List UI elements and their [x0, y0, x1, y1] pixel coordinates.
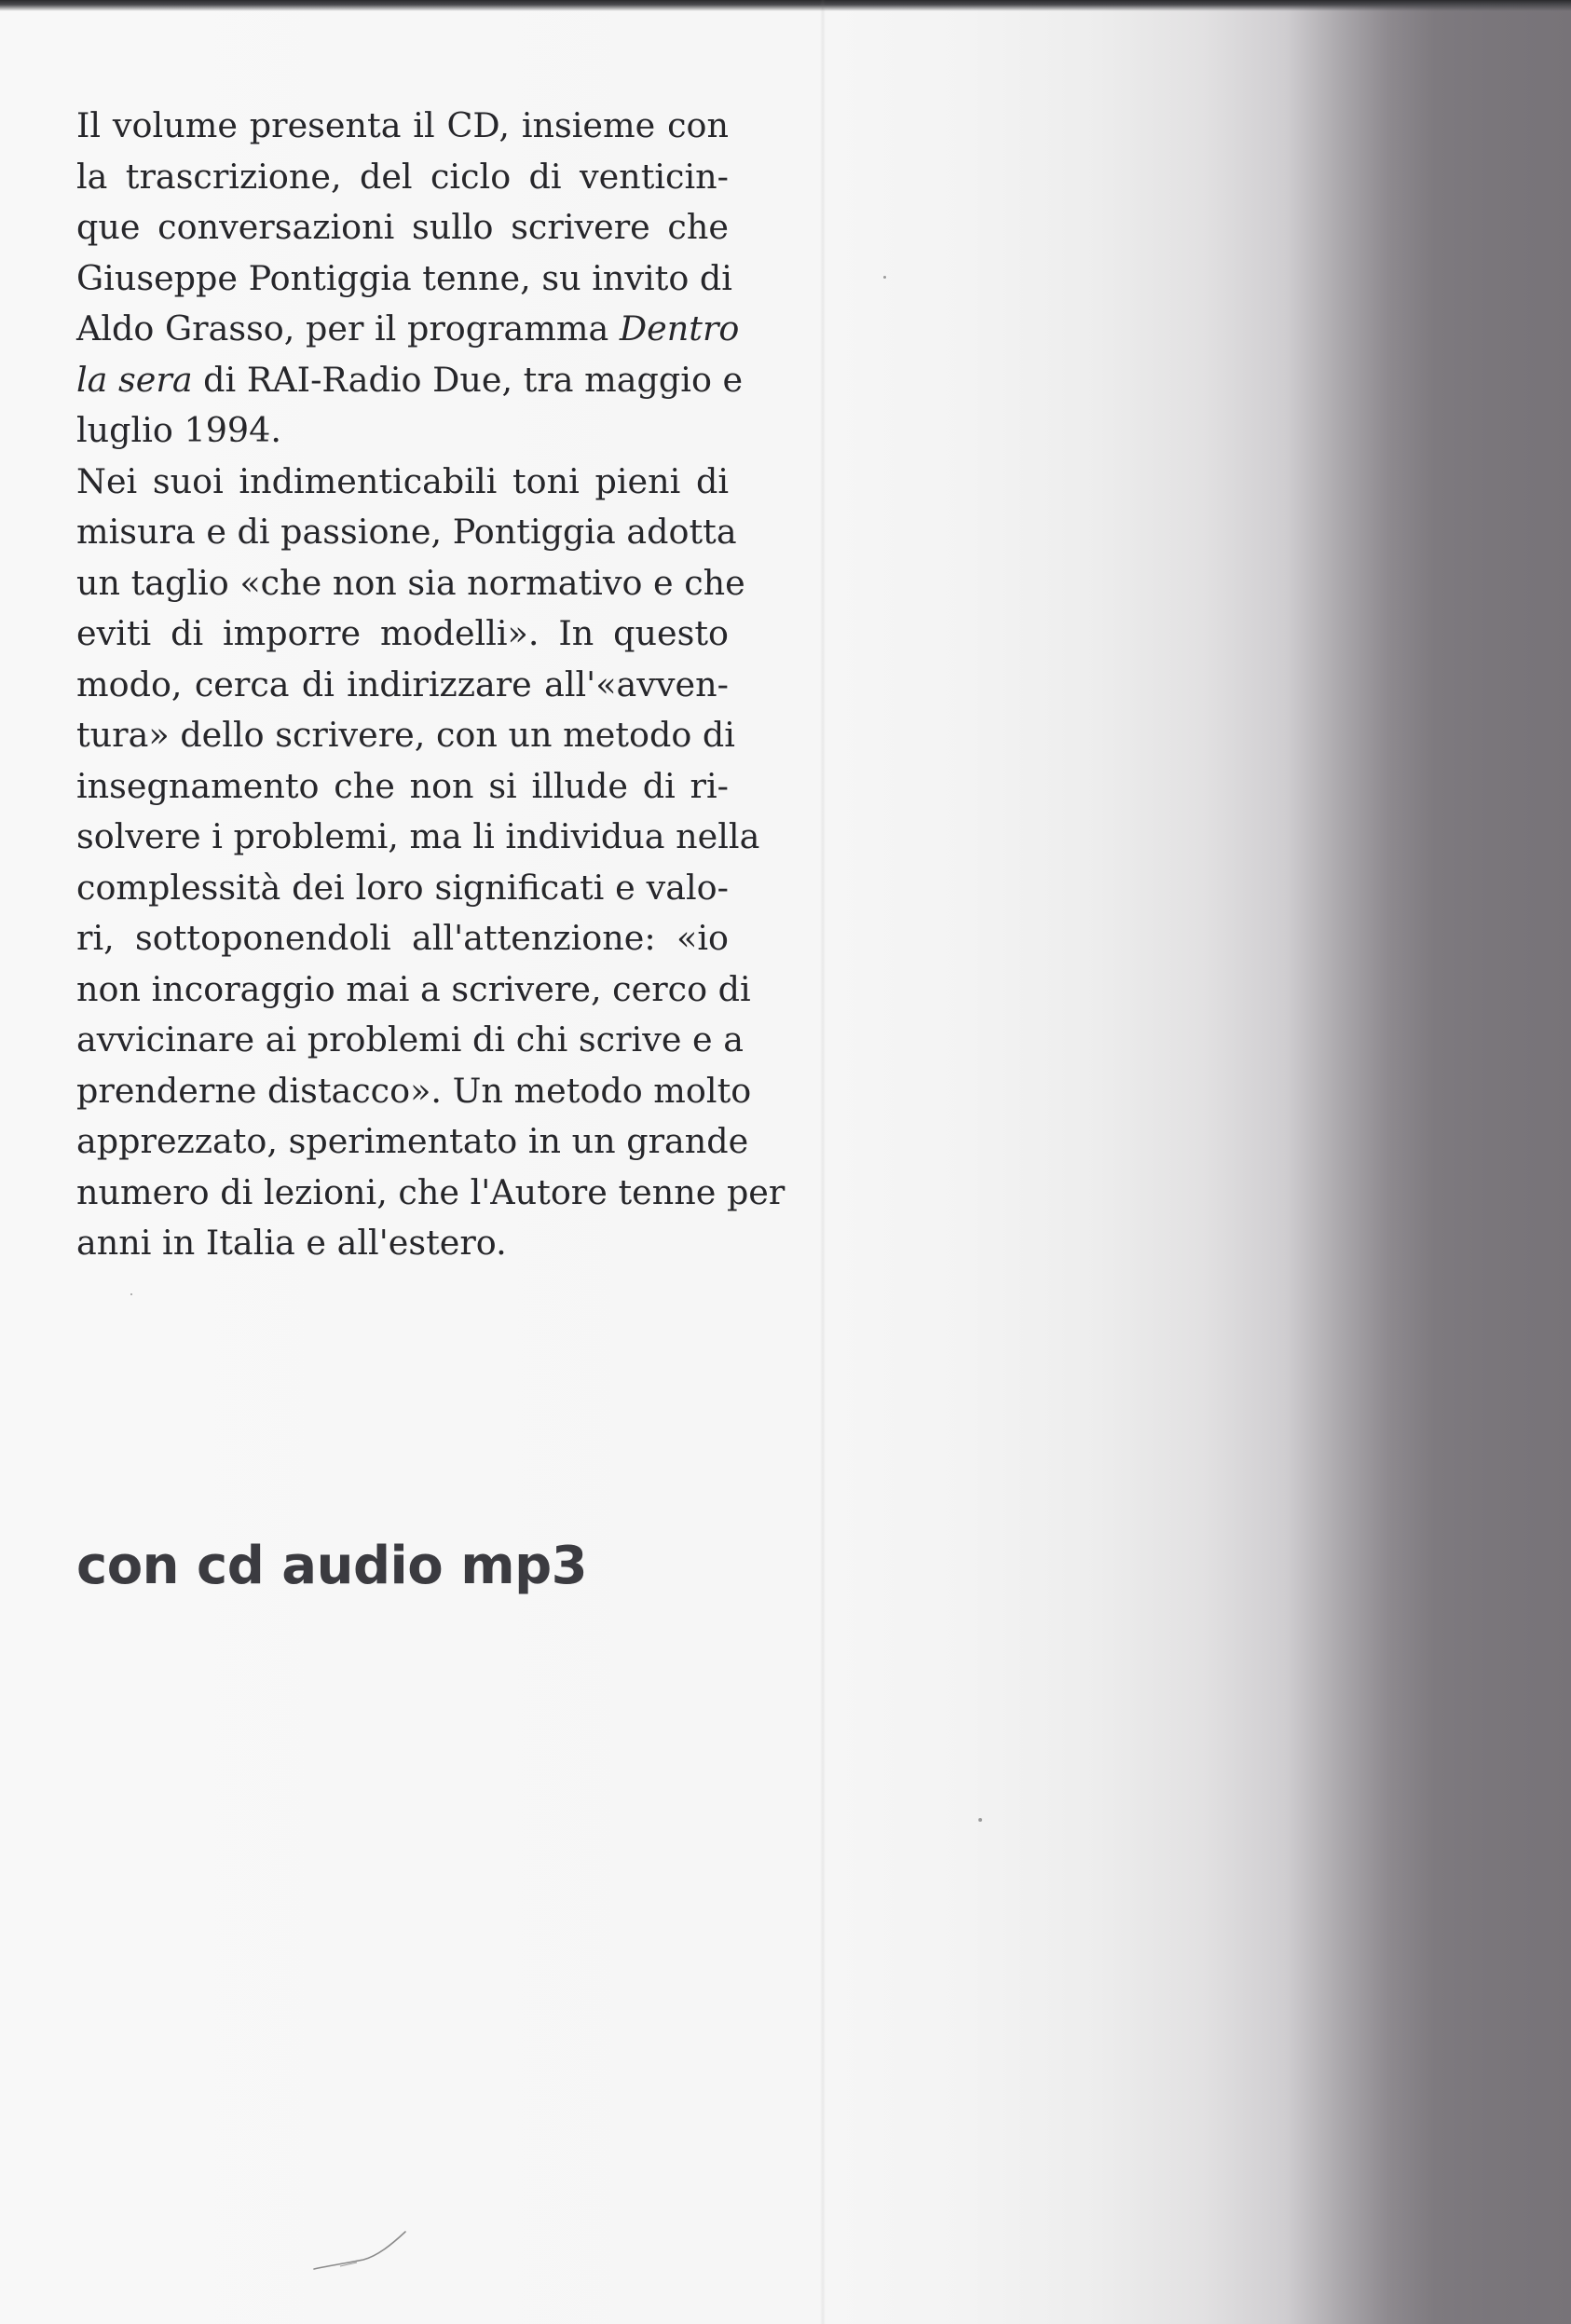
- blurb-line: eviti di imporre modelli». In questo: [76, 613, 729, 653]
- blurb-line: misura e di passione, Pontiggia adotta: [76, 512, 737, 552]
- blurb-line: tura» dello scrivere, con un metodo di: [76, 715, 735, 755]
- cd-audio-label: con cd audio mp3: [76, 1536, 588, 1596]
- blurb-line: la trascrizione, del ciclo di venticin-: [76, 156, 729, 197]
- dust-speck: [130, 1293, 132, 1295]
- blurb-line: modo, cerca di indirizzare all'«avven-: [76, 663, 729, 704]
- program-title-part-2: la sera: [76, 359, 193, 400]
- blurb-line: luglio 1994.: [76, 410, 281, 450]
- pen-stroke-mark: [312, 2222, 415, 2278]
- blurb-line: solvere i problemi, ma li individua nella: [76, 816, 760, 856]
- blurb-text: Aldo Grasso, per il programma: [76, 308, 620, 349]
- blurb-line: anni in Italia e all'estero.: [76, 1223, 507, 1263]
- blurb-line: [76, 304, 740, 355]
- blurb-line: insegnamento che non si illude di ri-: [76, 765, 729, 806]
- blurb-line: avvicinare ai problemi di chi scrive e a: [76, 1019, 745, 1059]
- dust-speck: [883, 276, 886, 279]
- blurb-line: numero di lezioni, che l'Autore tenne per: [76, 1171, 786, 1212]
- blurb-line: Il volume presenta il CD, insieme con: [76, 105, 729, 145]
- blurb-line: prenderne distacco». Un metodo molto: [76, 1070, 752, 1111]
- blurb-text: di RAI-Radio Due, tra maggio e: [192, 359, 744, 400]
- dust-speck: [978, 1818, 982, 1822]
- blurb-line: non incoraggio mai a scrivere, cerco di: [76, 968, 751, 1009]
- blurb-line: Nei suoi indimenticabili toni pieni di: [76, 460, 729, 501]
- program-title-part-1: Dentro: [619, 308, 740, 349]
- blurb-line: que conversazioni sullo scrivere che: [76, 207, 729, 247]
- blurb-line: apprezzato, sperimentato in un grande: [76, 1121, 749, 1161]
- blurb-line: Giuseppe Pontiggia tenne, su invito di: [76, 257, 732, 298]
- blurb-line: un taglio «che non sia normativo e che: [76, 562, 745, 603]
- blurb-line: complessità dei loro significati e valo-: [76, 867, 729, 908]
- flap-fold-line: [820, 0, 826, 2324]
- back-cover-blurb: [76, 101, 786, 1269]
- blurb-line: [76, 355, 744, 406]
- top-edge-shadow: [0, 0, 1571, 11]
- blurb-line: ri, sottoponendoli all'attenzione: «io: [76, 918, 729, 958]
